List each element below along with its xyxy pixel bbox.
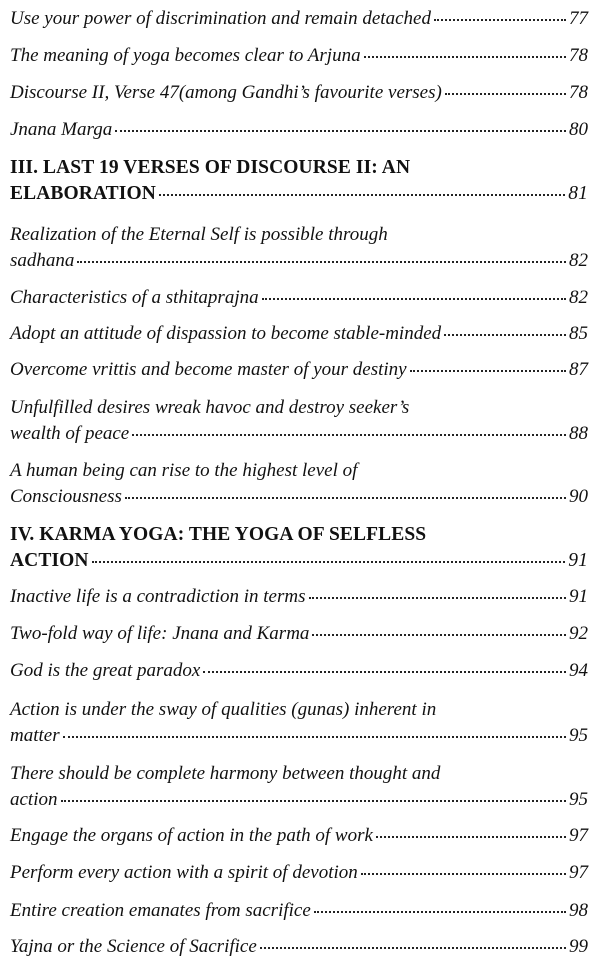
toc-page-number: 97	[569, 825, 588, 846]
toc-page-number: 91	[568, 550, 588, 571]
toc-entry-title: Consciousness	[10, 486, 122, 507]
toc-entry-title: Adopt an attitude of dispassion to become stable-minded	[10, 323, 442, 344]
toc-page-number: 90	[569, 486, 588, 507]
toc-entry-title: matter	[10, 725, 60, 746]
toc-page-number: 92	[569, 623, 588, 644]
dot-leader	[376, 835, 566, 838]
toc-entry	[10, 357, 588, 383]
toc-entry-line	[10, 934, 588, 960]
toc-page-number: 88	[569, 423, 588, 444]
dot-leader	[61, 799, 567, 802]
toc-entry-line	[10, 421, 588, 447]
dot-leader	[63, 735, 566, 738]
toc-entry	[10, 761, 588, 813]
toc-page-number: 82	[569, 250, 588, 271]
toc-entry	[10, 6, 588, 32]
dot-leader	[92, 560, 566, 563]
toc-entry	[10, 80, 588, 106]
toc-entry-title: Action is under the sway of qualities (gunas) inherent in	[10, 699, 437, 720]
toc-entry-title: Overcome vrittis and become master of your destiny	[10, 359, 407, 380]
toc-entry	[10, 43, 588, 69]
toc-page-number: 99	[569, 936, 588, 957]
toc-page-number: 78	[569, 45, 588, 66]
dot-leader	[159, 193, 565, 196]
toc-entry	[10, 658, 588, 684]
toc-entry-title: Use your power of discrimination and remain detached	[10, 8, 431, 29]
toc-entry	[10, 584, 588, 610]
toc-entry-line	[10, 787, 588, 813]
toc-page-number: 80	[569, 119, 588, 140]
toc-entry-line	[10, 548, 588, 574]
toc-entry-title: Engage the organs of action in the path of work	[10, 825, 373, 846]
toc-entry-line	[10, 823, 588, 849]
toc-entry-line	[10, 697, 588, 723]
toc-entry-line	[10, 321, 588, 347]
toc-page-number: 94	[569, 660, 588, 681]
toc-section-heading	[10, 155, 588, 207]
toc-entry-line	[10, 584, 588, 610]
toc-entry-line	[10, 285, 588, 311]
toc-entry	[10, 321, 588, 347]
toc-entry	[10, 823, 588, 849]
toc-entry	[10, 860, 588, 886]
toc-page-number: 87	[569, 359, 588, 380]
toc-entry	[10, 898, 588, 924]
toc-page-number: 97	[569, 862, 588, 883]
toc-entry-title: Unfulfilled desires wreak havoc and destroy seeker’s	[10, 397, 410, 418]
toc-entry-title: ELABORATION	[10, 183, 156, 204]
toc-page-number: 91	[569, 586, 588, 607]
toc-page-number: 81	[568, 183, 588, 204]
dot-leader	[260, 946, 566, 949]
dot-leader	[312, 633, 566, 636]
toc-entry-line	[10, 860, 588, 886]
dot-leader	[444, 333, 566, 336]
dot-leader	[132, 433, 566, 436]
toc-page-number: 85	[569, 323, 588, 344]
toc-entry-line	[10, 621, 588, 647]
toc-entry-title: Perform every action with a spirit of devotion	[10, 862, 358, 883]
dot-leader	[410, 369, 566, 372]
toc-page-number: 95	[569, 725, 588, 746]
toc-entry-title: Jnana Marga	[10, 119, 113, 140]
dot-leader	[314, 910, 566, 913]
toc-entry	[10, 621, 588, 647]
toc-entry-line	[10, 248, 588, 274]
toc-entry-line	[10, 117, 588, 143]
toc-entry	[10, 117, 588, 143]
toc-entry-title: ACTION	[10, 550, 89, 571]
toc-entry-line	[10, 155, 588, 181]
toc-entry-title: There should be complete harmony between thought and	[10, 763, 441, 784]
dot-leader	[364, 55, 566, 58]
toc-entry	[10, 395, 588, 447]
toc-entry-title: God is the great paradox	[10, 660, 201, 681]
dot-leader	[445, 92, 566, 95]
toc-entry-title: wealth of peace	[10, 423, 130, 444]
toc-entry	[10, 934, 588, 960]
toc-page-number: 95	[569, 789, 588, 810]
toc-entry-title: Realization of the Eternal Self is possible through	[10, 224, 388, 245]
dot-leader	[361, 872, 566, 875]
toc-page-number: 82	[569, 287, 588, 308]
toc-entry-title: IV. KARMA YOGA: THE YOGA OF SELFLESS	[10, 524, 427, 545]
toc-entry	[10, 458, 588, 510]
toc-entry-line	[10, 658, 588, 684]
toc-entry-title: sadhana	[10, 250, 75, 271]
toc-entry-line	[10, 395, 588, 421]
toc-entry-title: The meaning of yoga becomes clear to Arjuna	[10, 45, 361, 66]
dot-leader	[115, 129, 566, 132]
toc-entry-title: Characteristics of a sthitaprajna	[10, 287, 259, 308]
toc-entry-title: Yajna or the Science of Sacrifice	[10, 936, 257, 957]
toc-entry-line	[10, 80, 588, 106]
toc-entry-title: A human being can rise to the highest level of	[10, 460, 358, 481]
toc-entry-title: Two-fold way of life: Jnana and Karma	[10, 623, 310, 644]
toc-entry-line	[10, 222, 588, 248]
toc-entry-line	[10, 761, 588, 787]
dot-leader	[434, 18, 566, 21]
toc-entry-title: Entire creation emanates from sacrifice	[10, 900, 311, 921]
toc-entry	[10, 697, 588, 749]
toc-page-number: 78	[569, 82, 588, 103]
toc-entry	[10, 222, 588, 274]
toc-entry-title: action	[10, 789, 58, 810]
toc-entry-line	[10, 458, 588, 484]
toc-entry-line	[10, 522, 588, 548]
toc-entry-line	[10, 357, 588, 383]
toc-entry-title: III. LAST 19 VERSES OF DISCOURSE II: AN	[10, 157, 411, 178]
toc-entry-title: Inactive life is a contradiction in terms	[10, 586, 306, 607]
toc-entry-line	[10, 898, 588, 924]
toc-entry	[10, 285, 588, 311]
toc-entry-line	[10, 43, 588, 69]
dot-leader	[77, 260, 566, 263]
dot-leader	[125, 496, 566, 499]
dot-leader	[309, 596, 566, 599]
toc-entry-line	[10, 723, 588, 749]
toc-page-number: 77	[569, 8, 588, 29]
toc-entry-line	[10, 181, 588, 207]
toc-entry-line	[10, 484, 588, 510]
dot-leader	[203, 670, 566, 673]
toc-section-heading	[10, 522, 588, 574]
toc-entry-title: Discourse II, Verse 47(among Gandhi’s favourite verses)	[10, 82, 442, 103]
toc-entry-line	[10, 6, 588, 32]
dot-leader	[262, 297, 566, 300]
toc-page-number: 98	[569, 900, 588, 921]
